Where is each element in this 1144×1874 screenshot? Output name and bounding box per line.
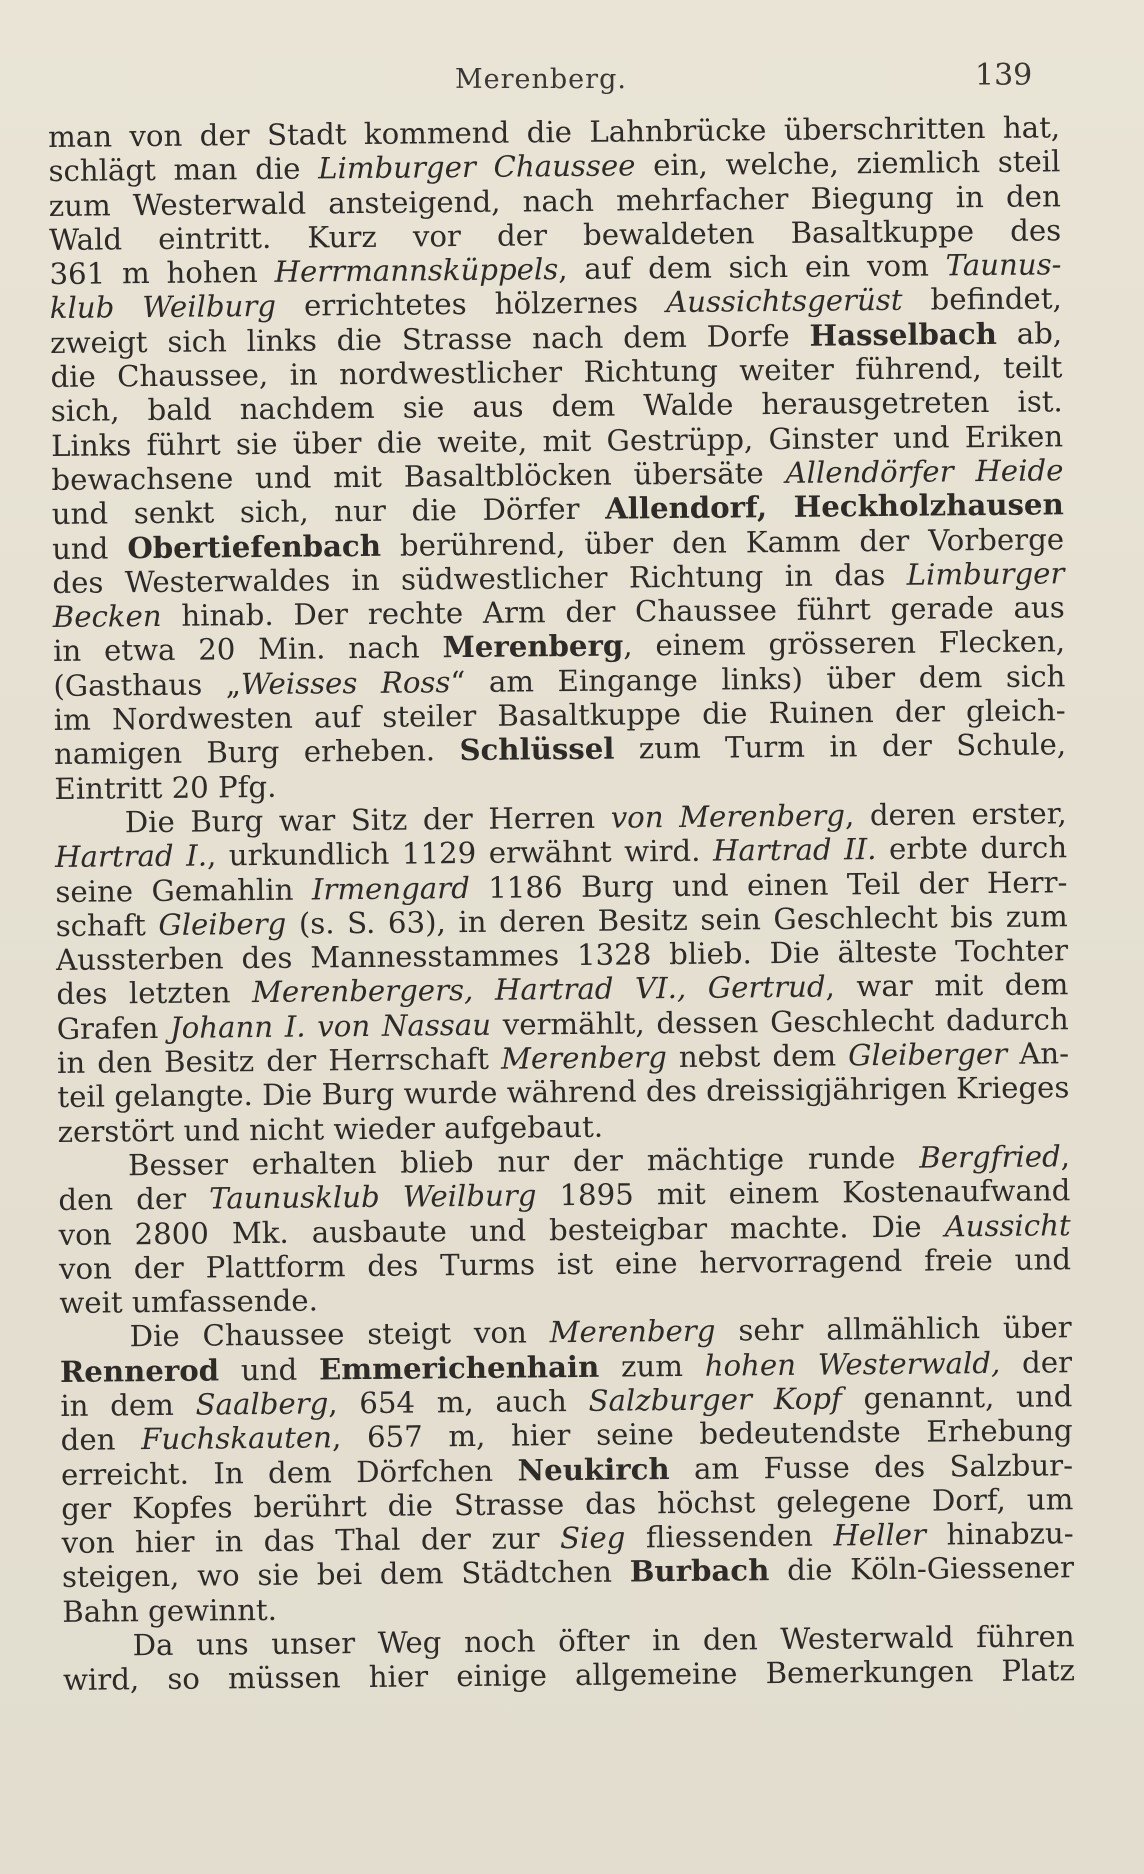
text-segment: seine Gemahlin (55, 872, 313, 909)
italic-text: Merenberg (549, 1314, 716, 1350)
text-segment: schlägt man die (48, 151, 319, 189)
text-segment: ab, (996, 316, 1063, 351)
text-segment: Die Chaussee steigt von (129, 1315, 550, 1354)
bold-place-name: Burbach (629, 1553, 770, 1589)
text-segment: 1186 Burg und einen Teil der Herr- (469, 864, 1068, 905)
text-segment: fliessenden (625, 1518, 834, 1555)
italic-text: Hartrad II. (712, 832, 877, 868)
page-number: 139 (975, 58, 1033, 93)
text-segment: errichtetes hölzernes (275, 285, 667, 324)
body-text (48, 110, 1075, 1697)
text-segment: Grafen (56, 1010, 171, 1046)
text-segment: ger Kopfes berührt die Strasse das höchst gelegene Dorf, um (61, 1482, 1074, 1526)
italic-text: Bergfried (919, 1139, 1061, 1175)
italic-text: Taunus- (945, 247, 1062, 283)
text-segment: vermählt, dessen Geschlecht dadurch (490, 1001, 1069, 1042)
italic-text: von Merenberg (610, 798, 846, 835)
text-segment: 1895 mit einem Kostenaufwand (536, 1173, 1071, 1213)
italic-text: Taunusklub Weilburg (209, 1178, 537, 1216)
text-segment: berührend, über den Kamm der Vorberge (380, 521, 1065, 563)
text-segment: im Nordwesten auf steiler Basaltkuppe die Ruinen der gleich- (53, 693, 1066, 738)
text-segment: hinabzu- (925, 1516, 1074, 1552)
text-segment: die Chaussee, in nordwestlicher Richtung weiter führend, teilt (50, 350, 1063, 395)
text-segment: zweigt sich links die Strasse nach dem Dorfe (49, 318, 810, 360)
text-segment: , war mit dem (825, 967, 1069, 1004)
italic-text: Gleiberg (158, 906, 287, 942)
italic-text: Weisses Ross (240, 664, 451, 701)
text-segment: hinab. Der rechte Arm der Chaussee führt gerade aus (161, 590, 1065, 634)
text-segment: , 654 m, auch (328, 1383, 589, 1421)
bold-place-name: Merenberg (442, 628, 624, 665)
text-segment: am Fusse des Salzbur- (669, 1447, 1074, 1486)
text-segment: , auf dem sich ein vom (558, 248, 946, 287)
text-segment: sich, bald nachdem sie aus dem Walde herausgetreten ist. (50, 384, 1063, 429)
text-segment: von 2800 Mk. ausbaute und besteigbar machte. Die (58, 1208, 945, 1252)
text-segment: namigen Burg erheben. (53, 733, 460, 772)
italic-text: Limburger (906, 556, 1065, 592)
text-segment: bewachsene und mit Basaltblöcken übersäte (51, 455, 786, 497)
page-header (0, 58, 1144, 98)
bold-place-name: Neukirch (517, 1451, 670, 1488)
italic-text: Gleiberger (847, 1036, 1008, 1073)
text-segment: der (1000, 1344, 1073, 1380)
italic-text: Allendörfer Heide (785, 453, 1064, 490)
text-segment: , einem grösseren Flecken, (623, 624, 1066, 663)
text-segment: sehr allmählich über (715, 1310, 1072, 1349)
italic-text: Becken (52, 599, 162, 635)
bold-place-name: Allendorf, Heckholzhausen (605, 487, 1064, 526)
text-segment: den der (58, 1181, 210, 1218)
text-segment: weit umfassende. (59, 1283, 319, 1321)
text-segment: (Gasthaus „ (53, 666, 242, 703)
text-segment: des letzten (56, 975, 253, 1012)
text-segment: ein, welche, ziemlich steil (635, 144, 1061, 183)
italic-text: klub Weilburg (49, 289, 277, 326)
text-segment: zum (599, 1348, 705, 1384)
text-segment: Da uns unser Weg noch öfter in den Westerwald führen (132, 1619, 1075, 1663)
text-segment: teil gelangte. Die Burg wurde während des dreissigjährigen Krieges (57, 1070, 1070, 1115)
text-segment: Bahn gewinnt. (62, 1592, 278, 1629)
italic-text: Herrmannsküppels (274, 252, 559, 290)
text-segment: von der Plattform des Turms ist eine hervorragend freie und (58, 1242, 1072, 1286)
text-segment: 361 m hohen (49, 255, 275, 292)
text-segment: und senkt sich, nur die Dörfer (51, 491, 606, 532)
text-segment: “ am Eingange links) über dem sich (450, 659, 1066, 699)
text-segment: erbte durch (876, 830, 1068, 867)
running-title: Merenberg. (455, 64, 627, 95)
text-segment: befindet, (902, 281, 1062, 318)
italic-text: Aussicht (944, 1207, 1071, 1243)
italic-text: Irmengard (311, 870, 470, 907)
italic-text: Salzburger Kopf (588, 1381, 842, 1418)
italic-text: Sieg (559, 1520, 626, 1556)
text-segment: in den Besitz der Herrschaft (56, 1041, 502, 1080)
text-segment: und (218, 1352, 320, 1388)
bold-place-name: Obertiefenbach (127, 528, 382, 565)
text-segment: man von der Stadt kommend die Lahnbrücke überschritten hat, (48, 110, 1061, 154)
text-segment: und (51, 530, 128, 566)
text-segment: zum Westerwald ansteigend, nach mehrfacher Biegung in den (48, 178, 1061, 223)
italic-text: Saalberg (195, 1386, 329, 1422)
text-segment: , deren erster, (844, 796, 1067, 833)
text-segment: Die Burg war Sitz der Herren (124, 800, 611, 840)
text-segment: Eintritt 20 Pfg. (54, 769, 277, 806)
bold-place-name: Schlüssel (459, 731, 615, 768)
text-segment: erreicht. In dem Dörfchen (60, 1453, 518, 1492)
italic-text: Johann I. von Nassau (169, 1007, 492, 1045)
italic-text: Aussichtsgerüst (665, 283, 903, 320)
italic-text: Limburger Chaussee (317, 148, 636, 186)
text-segment: die Köln-Giessener (769, 1550, 1075, 1588)
italic-text: Heller (833, 1517, 927, 1553)
text-segment: , 657 m, hier seine bedeutendste Erhebung (331, 1413, 1073, 1455)
text-segment: genannt, und (841, 1379, 1073, 1416)
text-segment: wird, so müssen hier einige allgemeine Bemerkungen Platz (62, 1653, 1076, 1698)
text-segment: (s. S. 63), in deren Besitz sein Geschlecht bis zum (286, 899, 1068, 941)
text-segment: , (1060, 1139, 1071, 1174)
italic-text: hohen Westerwald, (704, 1345, 1001, 1383)
bold-place-name: Hasselbach (809, 316, 998, 353)
text-segment: An- (1007, 1036, 1070, 1071)
text-segment: Besser erhalten blieb nur der mächtige runde (127, 1140, 920, 1183)
text-segment: Aussterben des Mannesstammes 1328 blieb. Die älteste Tochter (55, 933, 1069, 978)
italic-text: Merenberg (500, 1040, 667, 1076)
text-segment: Links führt sie über die weite, mit Gestrüpp, Ginster und Eriken (50, 418, 1064, 463)
text-segment: den (60, 1422, 142, 1458)
italic-text: Hartrad I. (54, 838, 208, 875)
bold-place-name: Emmerichenhain (318, 1349, 600, 1387)
text-segment: zerstört und nicht wieder aufgebaut. (57, 1109, 604, 1149)
text-segment: nebst dem (666, 1038, 849, 1075)
text-segment: , urkundlich 1129 erwähnt wird. (206, 833, 714, 873)
text-segment: des Westerwaldes in südwestlicher Richtung in das (52, 557, 907, 600)
bold-place-name: Rennerod (59, 1353, 220, 1389)
text-segment: in etwa 20 Min. nach (52, 630, 443, 669)
text-segment: in dem (60, 1387, 196, 1423)
text-segment: Wald eintritt. Kurz vor der bewaldeten Basaltkuppe des (48, 213, 1062, 257)
text-segment: steigen, wo sie bei dem Städtchen (61, 1554, 630, 1595)
text-segment: von hier in das Thal der zur (61, 1521, 561, 1561)
text-segment: zum Turm in der Schule, (614, 727, 1067, 766)
italic-text: Merenbergers, Hartrad VI., Gertrud (251, 969, 826, 1010)
italic-text: Fuchskauten (140, 1420, 333, 1457)
text-segment: schaft (55, 907, 159, 943)
